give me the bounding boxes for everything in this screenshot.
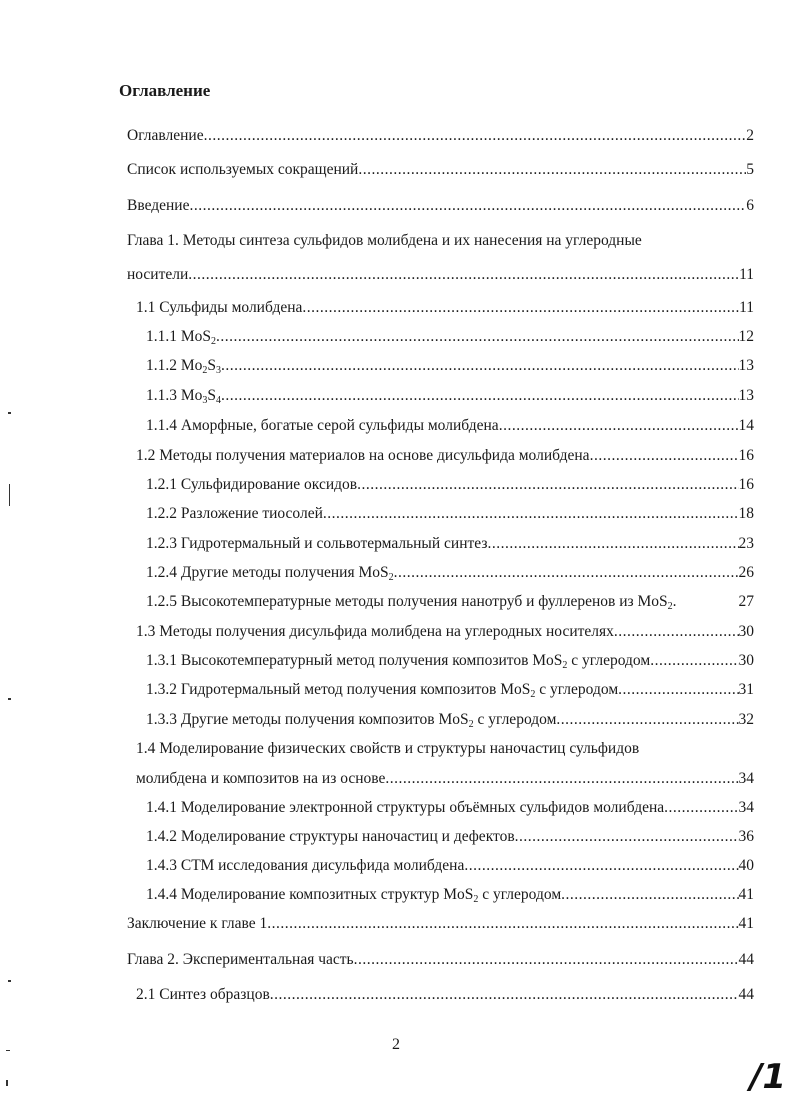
toc-entry-1-2-5[interactable]: [146, 593, 754, 615]
toc-leader-dots: [189, 197, 746, 215]
toc-entry-text: 1.3.3 Другие методы получения композитов MoS$_2$ с углеродом: [146, 711, 557, 730]
toc-entry-text: 1.3.2 Гидротермальный метод получения композитов MoS$_2$ с углеродом: [146, 681, 619, 700]
toc-entry-1-2-4[interactable]: [146, 564, 754, 586]
toc-leader-dots: [323, 505, 739, 523]
toc-entry-1-4-1[interactable]: [146, 799, 754, 821]
toc-leader-dots: [499, 417, 739, 435]
toc-entry-1-1-1[interactable]: [146, 328, 754, 350]
toc-entry-1-4-3[interactable]: [146, 857, 754, 879]
toc-entry-text: 1.4.1 Моделирование электронной структуры объёмных сульфидов молибдена: [146, 799, 665, 816]
toc-entry-text: 1.4.3 СТМ исследования дисульфида молибдена: [146, 857, 465, 874]
toc-page-number: 41: [738, 915, 754, 932]
toc-entry-text: 1.1.3 $Mo_3S_4$: [146, 387, 222, 406]
toc-entry-1-1-2[interactable]: [146, 357, 754, 379]
toc-leader-dots: [270, 986, 739, 1004]
toc-leader-dots: [385, 770, 738, 788]
toc-entry-intro[interactable]: [127, 197, 754, 219]
toc-entry-1-3[interactable]: [136, 623, 754, 645]
toc-entry-1-2[interactable]: [136, 447, 754, 469]
toc-leader-dots: [618, 681, 738, 699]
toc-page-number: 5: [746, 161, 754, 178]
toc-page-number: 11: [739, 299, 754, 316]
toc-entry-abbreviations[interactable]: [127, 161, 754, 183]
scan-artifact: [8, 698, 11, 700]
toc-page-number: 31: [738, 681, 754, 698]
toc-entry-text: 1.4.2 Моделирование структуры наночастиц и дефектов: [146, 828, 515, 845]
scan-artifact: [6, 1050, 10, 1051]
toc-page-number: 12: [738, 328, 754, 345]
toc-entry-chapter-2[interactable]: [127, 951, 754, 973]
toc-page-number: 16: [738, 476, 754, 493]
toc-entry-text: 1.2 Методы получения материалов на основе дисульфида молибдена: [136, 447, 590, 464]
toc-entry-text: 1.2.3 Гидротермальный и сольвотермальный синтез: [146, 535, 488, 552]
toc-leader-dots: [267, 915, 738, 933]
toc-entry-chapter-1-title[interactable]: Глава 1. Методы синтеза сульфидов молибдена и их нанесения на углеродные: [127, 232, 642, 249]
toc-page-number: 30: [738, 652, 754, 669]
toc-entry-1-1-3[interactable]: [146, 387, 754, 409]
toc-page-number: 2: [746, 127, 754, 144]
toc-leader-dots: [561, 886, 738, 904]
toc-entry-1-4-title[interactable]: 1.4 Моделирование физических свойств и структуры наночастиц сульфидов: [136, 740, 640, 757]
toc-leader-dots: [614, 623, 739, 641]
toc-entry-1-3-1[interactable]: [146, 652, 754, 674]
toc-leader-dots: [302, 299, 739, 317]
toc-entry-1-4-4[interactable]: [146, 886, 754, 908]
scan-artifact: [8, 412, 11, 414]
toc-leader-dots: [515, 828, 739, 846]
toc-page-number: 34: [738, 770, 754, 787]
toc-entry-text: 1.1.1 MoS$_2$: [146, 328, 217, 347]
toc-page-number: 34: [738, 799, 754, 816]
toc-entry-text: Список используемых сокращений: [127, 161, 359, 178]
toc-leader-dots: [464, 857, 738, 875]
toc-entry-text: 2.1 Синтез образцов: [136, 986, 270, 1003]
toc-leader-dots: [204, 127, 747, 145]
toc-entry-text: 1.2.5 Высокотемпературные методы получения нанотруб и фуллеренов из MoS$_2$.: [146, 593, 677, 612]
toc-page-number: 27: [738, 593, 754, 610]
toc-page-number: 16: [738, 447, 754, 464]
toc-leader-dots: [354, 951, 739, 969]
toc-page-number: 13: [738, 357, 754, 374]
toc-leader-dots: [221, 387, 738, 405]
page-number: 2: [392, 1036, 400, 1053]
toc-entry-text: 1.1.4 Аморфные, богатые серой сульфиды молибдена: [146, 417, 499, 434]
toc-page-number: 18: [738, 505, 754, 522]
toc-page-number: 11: [739, 266, 754, 283]
toc-entry-1-1[interactable]: [136, 299, 754, 321]
toc-entry-1-3-3[interactable]: [146, 711, 754, 733]
toc-entry-text: 1.4.4 Моделирование композитных структур MoS$_2$ с углеродом: [146, 886, 562, 905]
toc-entry-chapter-1[interactable]: [127, 266, 754, 288]
toc-leader-dots: [221, 357, 738, 375]
toc-entry-text: 1.3.1 Высокотемпературный метод получения композитов MoS$_2$ с углеродом: [146, 652, 651, 671]
toc-entry-text: Введение: [127, 197, 190, 214]
scan-artifact: [6, 1080, 8, 1086]
toc-entry-conclusion-1[interactable]: [127, 915, 754, 937]
toc-page-number: 44: [738, 986, 754, 1003]
corner-handwritten-mark: /1: [749, 1057, 786, 1097]
toc-leader-dots: [556, 711, 738, 729]
toc-entry-1-2-1[interactable]: [146, 476, 754, 498]
toc-leader-dots: [650, 652, 738, 670]
toc-entry-1-3-2[interactable]: [146, 681, 754, 703]
toc-leader-dots: [487, 535, 738, 553]
toc-page-number: 36: [738, 828, 754, 845]
toc-leader-dots: [664, 799, 738, 817]
toc-entry-1-1-4[interactable]: [146, 417, 754, 439]
toc-leader-dots: [590, 447, 739, 465]
toc-entry-text: носители: [127, 266, 189, 283]
scan-artifact: [9, 484, 10, 506]
toc-page-number: 30: [738, 623, 754, 640]
scan-artifact: [8, 980, 11, 982]
toc-leader-dots: [394, 564, 739, 582]
toc-entry-text: 1.3 Методы получения дисульфида молибдена на углеродных носителях: [136, 623, 614, 640]
page-title: Оглавление: [119, 81, 211, 100]
toc-page-number: 6: [746, 197, 754, 214]
toc-entry-text: молибдена и композитов на из основе: [136, 770, 386, 787]
toc-entry-2-1[interactable]: [136, 986, 754, 1008]
toc-entry-1-4[interactable]: [136, 770, 754, 792]
toc-entry-text: 1.1 Сульфиды молибдена: [136, 299, 303, 316]
toc-leader-dots: [357, 476, 738, 494]
toc-leader-dots: [216, 328, 738, 346]
toc-leader-dots: [188, 266, 739, 284]
toc-entry-text: Заключение к главе 1: [127, 915, 268, 932]
toc-entry-text: 1.2.2 Разложение тиосолей: [146, 505, 323, 522]
toc-entry-1-2-3[interactable]: [146, 535, 754, 557]
toc-entry-1-4-2[interactable]: [146, 828, 754, 850]
toc-entry-1-2-2[interactable]: [146, 505, 754, 527]
toc-entry-text: Глава 2. Экспериментальная часть: [127, 951, 354, 968]
toc-entry-text: 1.2.1 Сульфидирование оксидов: [146, 476, 358, 493]
toc-page-number: 13: [738, 387, 754, 404]
toc-page-number: 14: [738, 417, 754, 434]
toc-page-number: 40: [738, 857, 754, 874]
toc-page-number: 23: [738, 535, 754, 552]
toc-page-number: 32: [738, 711, 754, 728]
toc-leader-dots: [358, 161, 746, 179]
toc-entry-text: Оглавление: [127, 127, 204, 144]
toc-entry-oglavlenie[interactable]: [127, 127, 754, 149]
toc-page-number: 41: [738, 886, 754, 903]
toc-entry-text: 1.1.2 $Mo_2S_3$: [146, 357, 222, 376]
toc-page-number: 44: [738, 951, 754, 968]
toc-entry-text: 1.2.4 Другие методы получения MoS$_2$: [146, 564, 394, 583]
toc-page-number: 26: [738, 564, 754, 581]
